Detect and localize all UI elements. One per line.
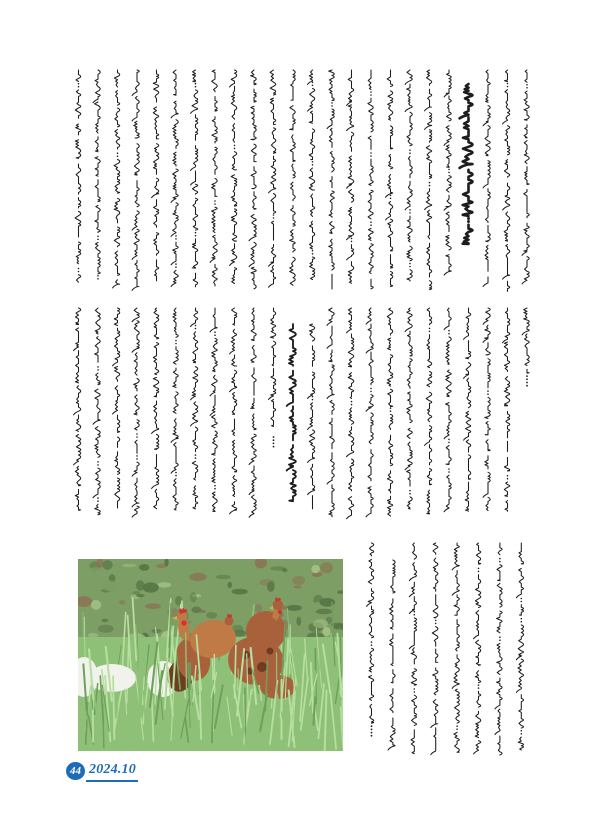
punctuation-dot [507,83,509,85]
text-column [347,308,354,519]
punctuation-dot [175,343,177,345]
text-column [269,70,276,287]
punctuation-dot [97,278,99,280]
text-column [522,70,529,284]
punctuation-dot [429,182,431,184]
punctuation-dot [312,399,314,401]
punctuation-dot [435,623,437,625]
text-band-middle [72,308,532,518]
punctuation-dot [521,598,523,600]
text-column [503,308,510,511]
punctuation-dot [409,212,411,214]
punctuation-dot [351,404,353,406]
punctuation-dot [390,410,392,412]
punctuation-dot [195,328,197,330]
punctuation-dot [390,407,392,409]
text-column [405,70,412,281]
punctuation-dot [409,490,411,492]
punctuation-dot [456,728,458,730]
punctuation-dot [97,497,99,499]
text-column [191,308,198,509]
punctuation-dot [478,571,480,573]
punctuation-dot [414,611,416,613]
text-column [522,308,529,387]
punctuation-dot [234,145,236,147]
punctuation-dot [521,618,523,620]
punctuation-dot [351,401,353,403]
text-column [483,70,490,287]
punctuation-dot [448,172,450,174]
punctuation-dot [526,84,528,86]
punctuation-dot [351,241,353,243]
text-column [152,70,159,281]
punctuation-dot [331,105,333,107]
punctuation-dot [214,331,216,333]
punctuation-dot [390,195,392,197]
text-column [368,70,373,289]
punctuation-dot [526,385,528,387]
punctuation-dot [331,102,333,104]
punctuation-dot [448,439,450,441]
text-column [93,308,100,515]
punctuation-dot [478,687,480,689]
page-number-badge: 44 [66,762,85,780]
band-3-canvas [365,543,532,755]
text-column [290,70,296,285]
text-column [388,560,395,750]
punctuation-dot [97,275,99,277]
punctuation-dot [273,443,275,445]
punctuation-dot [429,185,431,187]
text-column [366,308,373,517]
text-column [93,70,100,280]
punctuation-dot [78,268,80,270]
punctuation-dot [175,475,177,477]
punctuation-dot [526,378,528,380]
punctuation-dot [214,485,216,487]
band-1-canvas [72,70,532,292]
punctuation-dot [507,86,509,88]
punctuation-dot [195,83,197,85]
punctuation-dot [136,458,138,460]
text-column [210,308,217,512]
text-column [327,308,334,517]
punctuation-dot [195,232,197,234]
text-column [132,308,139,517]
punctuation-dot [409,152,411,154]
punctuation-dot [195,457,197,459]
punctuation-dot [234,148,236,150]
punctuation-dot [448,471,450,473]
text-column [74,308,81,510]
punctuation-dot [371,735,373,737]
punctuation-dot [414,691,416,693]
text-column [249,308,256,517]
chicken-photo-illustration [78,559,343,751]
text-column [452,543,459,752]
punctuation-dot [370,155,372,157]
punctuation-dot [136,455,138,457]
text-column [409,543,416,754]
text-column [171,308,178,510]
text-column [495,543,502,755]
punctuation-dot [78,271,80,273]
punctuation-dot [195,86,197,88]
punctuation-dot [526,87,528,89]
band-2-canvas [72,308,532,518]
punctuation-dot [467,220,470,223]
punctuation-dot [214,334,216,336]
text-column [444,308,451,512]
punctuation-dot [414,614,416,616]
punctuation-dot [526,375,528,377]
text-column [386,70,393,287]
punctuation-dot [371,729,373,731]
punctuation-dot [312,250,314,252]
text-column [425,70,432,290]
punctuation-dot [521,733,523,735]
punctuation-dot [370,152,372,154]
punctuation-dot [97,461,99,463]
punctuation-dot [370,94,372,96]
punctuation-dot [273,446,275,448]
punctuation-dot [175,266,177,268]
punctuation-dot [175,263,177,265]
text-column [113,70,120,288]
punctuation-dot [521,730,523,732]
punctuation-dot [521,621,523,623]
punctuation-dot [414,688,416,690]
punctuation-dot [371,641,373,643]
punctuation-dot [312,161,314,163]
punctuation-dot [312,82,314,84]
punctuation-dot [390,198,392,200]
punctuation-dot [175,238,177,240]
text-column [503,70,510,291]
text-column [230,70,237,284]
punctuation-dot [499,558,501,560]
punctuation-dot [499,639,501,641]
punctuation-dot [117,152,119,154]
punctuation-dot [195,235,197,237]
punctuation-dot [97,369,99,371]
punctuation-dot [312,253,314,255]
punctuation-dot [214,203,216,205]
article-title-column [460,84,473,244]
text-column [405,308,412,509]
text-column [464,308,471,511]
text-column [474,543,481,754]
text-column [75,70,81,282]
punctuation-dot [97,239,99,241]
text-column [444,70,451,275]
punctuation-dot [97,366,99,368]
punctuation-dot [487,390,489,392]
text-column [347,70,354,283]
text-column [171,70,178,287]
issue-label: 2024.10 [86,761,138,782]
punctuation-dot [273,217,275,219]
punctuation-dot [78,83,80,85]
text-column [308,324,315,509]
text-column [308,70,315,280]
punctuation-dot [370,391,372,393]
punctuation-dot [214,200,216,202]
page-footer [66,760,138,782]
punctuation-dot [371,644,373,646]
punctuation-dot [370,91,372,93]
punctuation-dot [195,325,197,327]
text-column [230,308,237,514]
punctuation-dot [448,169,450,171]
punctuation-dot [273,439,275,441]
punctuation-dot [312,164,314,166]
punctuation-dot [370,224,372,226]
punctuation-dot [312,85,314,87]
text-column [327,70,334,289]
punctuation-dot [312,396,314,398]
punctuation-dot [97,464,99,466]
punctuation-dot [273,214,275,216]
text-column [210,70,217,286]
punctuation-dot [456,725,458,727]
punctuation-dot [370,221,372,223]
punctuation-dot [136,433,138,435]
punctuation-dot [351,238,353,240]
text-column [367,543,374,737]
text-column [516,543,523,750]
punctuation-dot [136,436,138,438]
punctuation-dot [175,235,177,237]
punctuation-dot [409,266,411,268]
text-band-bottom-right [365,543,532,755]
punctuation-dot [507,478,509,480]
punctuation-dot [409,209,411,211]
punctuation-dot [409,493,411,495]
punctuation-dot [78,86,80,88]
punctuation-dot [214,488,216,490]
punctuation-dot [448,442,450,444]
text-column [191,70,198,287]
punctuation-dot [467,217,470,220]
punctuation-dot [97,236,99,238]
punctuation-dot [478,568,480,570]
punctuation-dot [371,732,373,734]
punctuation-dot [175,472,177,474]
text-column [431,543,438,755]
text-column [269,308,276,448]
punctuation-dot [175,340,177,342]
text-column [152,308,159,509]
punctuation-dot [429,331,431,333]
punctuation-dot [370,388,372,390]
punctuation-dot [448,468,450,470]
text-column [249,70,256,289]
punctuation-dot [448,330,450,332]
text-band-top [72,70,532,292]
punctuation-dot [409,263,411,265]
punctuation-dot [521,601,523,603]
punctuation-dot [371,725,373,727]
text-column [387,308,393,516]
punctuation-dot [117,155,119,157]
punctuation-dot [526,382,528,384]
text-column [425,308,432,514]
punctuation-dot [478,684,480,686]
punctuation-dot [435,620,437,622]
punctuation-dot [429,328,431,330]
text-column [113,308,120,508]
section-heading-column [287,324,296,501]
punctuation-dot [487,393,489,395]
text-column [132,70,139,290]
text-column [483,308,490,511]
punctuation-dot [409,149,411,151]
chicken-photo [78,559,343,751]
punctuation-dot [499,561,501,563]
punctuation-dot [448,333,450,335]
punctuation-dot [507,475,509,477]
punctuation-dot [195,454,197,456]
punctuation-dot [97,500,99,502]
punctuation-dot [273,436,275,438]
punctuation-dot [499,636,501,638]
